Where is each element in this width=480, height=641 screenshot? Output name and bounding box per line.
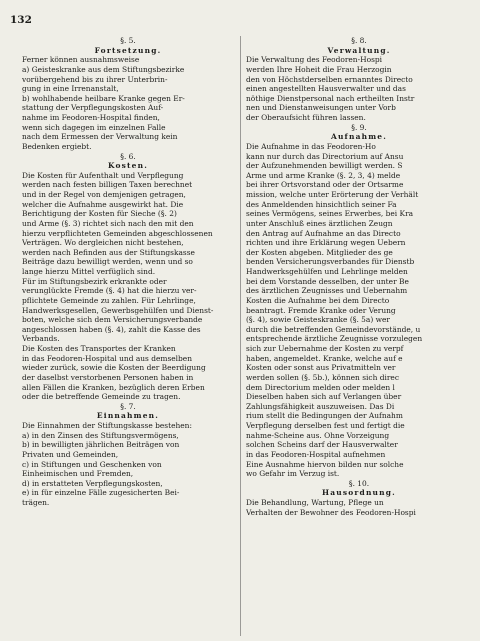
text-line: (§. 4), sowie Geisteskranke (§. 5a) wer xyxy=(246,315,390,325)
text-line: oder die betreffende Gemeinde zu tragen. xyxy=(22,392,181,402)
text-line: den von Höchstderselben ernanntes Directo xyxy=(246,74,413,84)
text-line: Verpflegung derselben fest und fertigt die xyxy=(246,421,405,430)
text-line: Verhalten der Bewohner des Feodoren-Hospi xyxy=(246,507,416,517)
text-line: a) in den Zinsen des Stiftungsvermögens, xyxy=(22,430,179,440)
text-line: der Oberaufsicht führen lassen. xyxy=(246,113,366,122)
text-line: §. 6. xyxy=(120,151,136,161)
text-line: werden nach festen billigen Taxen berechnet xyxy=(22,180,193,190)
text-line: d) in erstatteten Verpflegungskosten, xyxy=(22,478,163,488)
text-line: §. 10. xyxy=(348,478,370,488)
text-line: beantragt. Fremde Kranke oder Verung xyxy=(246,305,396,315)
text-line: nach dem Ermessen der Verwaltung kein xyxy=(22,132,178,142)
text-line: wo Gefahr im Verzug ist. xyxy=(246,469,340,479)
text-line: und in der Regel von demjenigen getragen, xyxy=(22,190,186,199)
text-line: stattung der Verpflegungskosten Auf- xyxy=(22,103,164,113)
text-line: werden sollen (§. 5b.), können sich direc xyxy=(246,372,399,382)
text-line: allen Fällen die Kranken, bezüglich deren Erben xyxy=(22,382,205,392)
text-line: und Arme (§. 3) richtet sich nach den mit den xyxy=(22,218,194,228)
text-line: des ärztlichen Zeugnisses und Uebernahm xyxy=(246,286,408,296)
text-line: hierzu verpflichteten Gemeinden abgeschlossenen xyxy=(22,228,213,238)
text-line: der Aufzunehmenden bewilligt werden. S xyxy=(246,161,403,171)
text-line: Dieselben haben sich auf Verlangen über xyxy=(246,392,402,402)
text-line: bei dem Vorstande desselben, der unter Be xyxy=(246,276,409,286)
text-line: Verwaltung. xyxy=(327,45,391,55)
text-line: b) in bewilligten jährlichen Beiträgen von xyxy=(22,440,180,450)
text-line: Kosten. xyxy=(107,161,148,171)
text-line: kann nur durch das Directorium auf Ansu xyxy=(246,151,404,161)
text-line: nahme-Scheine aus. Ohne Vorzeigung xyxy=(246,430,390,440)
text-line: §. 7. xyxy=(120,401,136,411)
text-line: Hausordnung. xyxy=(322,488,396,498)
text-line: nen und Dienstanweisungen unter Vorb xyxy=(246,103,396,113)
text-line: bei ihrer Ortsvorstand oder der Ortsarme xyxy=(246,180,404,190)
text-line: in das Feodoren-Hospital aufnehmen xyxy=(246,449,386,459)
text-line: des Anmeldenden hinsichtlich seiner Fa xyxy=(246,199,397,209)
text-line: b) wohlhabende heilbare Kranke gegen Er- xyxy=(22,93,185,103)
text-line: Berichtigung der Kosten für Sieche (§. 2) xyxy=(22,209,177,219)
text-line: durch die betreffenden Gemeindevorstände, u xyxy=(246,324,421,334)
text-line: trägen. xyxy=(22,498,50,507)
text-line: Privaten und Gemeinden, xyxy=(22,449,119,459)
text-line: rium stellt die Bedingungen der Aufnahm xyxy=(246,411,403,421)
text-line: den Antrag auf Aufnahme an das Directo xyxy=(246,228,401,238)
text-line: welcher die Aufnahme ausgewirkt hat. Die xyxy=(22,199,184,209)
text-line: der Kosten abgeben. Mitglieder des ge xyxy=(246,247,393,257)
text-line: §. 5. xyxy=(120,36,136,45)
text-line: verunglückte Fremde (§. 4) hat die hierzu ver- xyxy=(22,286,197,296)
text-line: Handwerksgehülfen und Lehrlinge melden xyxy=(246,267,408,276)
text-line: Einnahmen. xyxy=(96,411,160,421)
text-line: Fortsetzung. xyxy=(94,45,162,55)
text-line: Handwerksgesellen, Gewerbsgehülfen und Dienst- xyxy=(22,305,214,315)
column-divider xyxy=(240,36,241,636)
text-line: sich zur Uebernahme der Kosten zu verpf xyxy=(246,344,404,353)
text-line: der daselbst verstorbenen Personen haben in xyxy=(22,372,194,382)
text-line: werden nach Befinden aus der Stiftungskasse xyxy=(22,247,195,257)
text-line: Zahlungsfähigkeit auszuweisen. Das Di xyxy=(246,401,395,411)
text-line: Die Behandlung, Wartung, Pflege un xyxy=(246,498,384,507)
text-line: Einheimischen und Fremden, xyxy=(22,469,134,479)
text-line: pflichtete Gemeinde zu zahlen. Für Lehrlinge, xyxy=(22,295,196,305)
text-line: boten, welche sich dem Versicherungsverbande xyxy=(22,315,203,325)
text-line: Bedenken ergiebt. xyxy=(22,141,92,151)
text-line: Eine Ausnahme hiervon bilden nur solche xyxy=(246,459,404,469)
text-line: gung in eine Irrenanstalt, xyxy=(22,84,119,94)
text-line: nahme im Feodoren-Hospital finden, xyxy=(22,113,160,122)
text-line: Die Aufnahme in das Feodoren-Ho xyxy=(246,141,376,151)
text-line: §. 9. xyxy=(351,122,367,132)
text-line: e) in für einzelne Fälle zugesicherten Bei- xyxy=(22,488,180,498)
text-line: Aufnahme. xyxy=(330,132,387,142)
text-line: Die Verwaltung des Feodoren-Hospi xyxy=(246,55,383,65)
text-line: haben, angemeldet. Kranke, welche auf e xyxy=(246,353,403,363)
text-line: lange hierzu Mittel verfüglich sind. xyxy=(22,267,156,276)
text-line: nöthige Dienstpersonal nach ertheilten Instr xyxy=(246,93,415,103)
text-line: Verträgen. Wo dergleichen nicht bestehen, xyxy=(22,238,184,248)
text-line: Beiträge dazu bewilligt werden, wenn und so xyxy=(22,257,193,267)
text-line: entsprechende ärztliche Zeugnisse vorzulegen xyxy=(246,334,423,344)
page-number: 132 xyxy=(10,14,32,26)
text-line: wenn sich dagegen im einzelnen Falle xyxy=(22,122,166,132)
text-line: Die Kosten für Aufenthalt und Verpflegung xyxy=(22,170,184,180)
text-line: Arme und arme Kranke (§. 2, 3, 4) melde xyxy=(246,170,401,180)
text-line: benden Versicherungsverbandes für Dienstb xyxy=(246,257,415,267)
text-line: Verbands. xyxy=(22,334,60,344)
text-line: Die Kosten des Transportes der Kranken xyxy=(22,344,176,353)
text-line: Die Einnahmen der Stiftungskasse bestehen: xyxy=(22,421,192,430)
text-line: vorübergehend bis zu ihrer Unterbrin- xyxy=(22,74,168,84)
text-line: Kosten oder sonst aus Privatmitteln ver xyxy=(246,363,396,373)
text-line: einen angestellten Hausverwalter und das xyxy=(246,84,406,94)
text-line: richten und ihre Erklärung wegen Uebern xyxy=(246,238,406,248)
text-line: §. 8. xyxy=(351,36,367,45)
text-line: dem Directorium melden oder melden l xyxy=(246,382,395,392)
text-line: werden Ihre Hoheit die Frau Herzogin xyxy=(246,64,392,74)
text-line: unter Anschluß eines ärztlichen Zeugn xyxy=(246,218,393,228)
text-line: angeschlossen haben (§. 4), zahlt die Kasse des xyxy=(22,324,201,334)
text-line: Für im Stiftungsbezirk erkrankte oder xyxy=(22,276,167,286)
text-line: solchen Scheins darf der Hausverwalter xyxy=(246,440,398,450)
text-line: Ferner können ausnahmsweise xyxy=(22,55,140,65)
text-line: wieder zurück, sowie die Kosten der Beerdigung xyxy=(22,363,206,373)
text-line: c) in Stiftungen und Geschenken von xyxy=(22,459,162,469)
text-line: in das Feodoren-Hospital und aus demselben xyxy=(22,353,193,363)
text-line: seines Vermögens, seines Erwerbes, bei Kra xyxy=(246,209,414,219)
text-line: Kosten die Aufnahme bei dem Directo xyxy=(246,295,390,305)
right-text-column xyxy=(246,36,472,517)
text-line: a) Geisteskranke aus dem Stiftungsbezirke xyxy=(22,64,185,74)
left-text-column xyxy=(22,36,234,508)
text-line: mission, welche unter Erörterung der Verhält xyxy=(246,190,419,199)
